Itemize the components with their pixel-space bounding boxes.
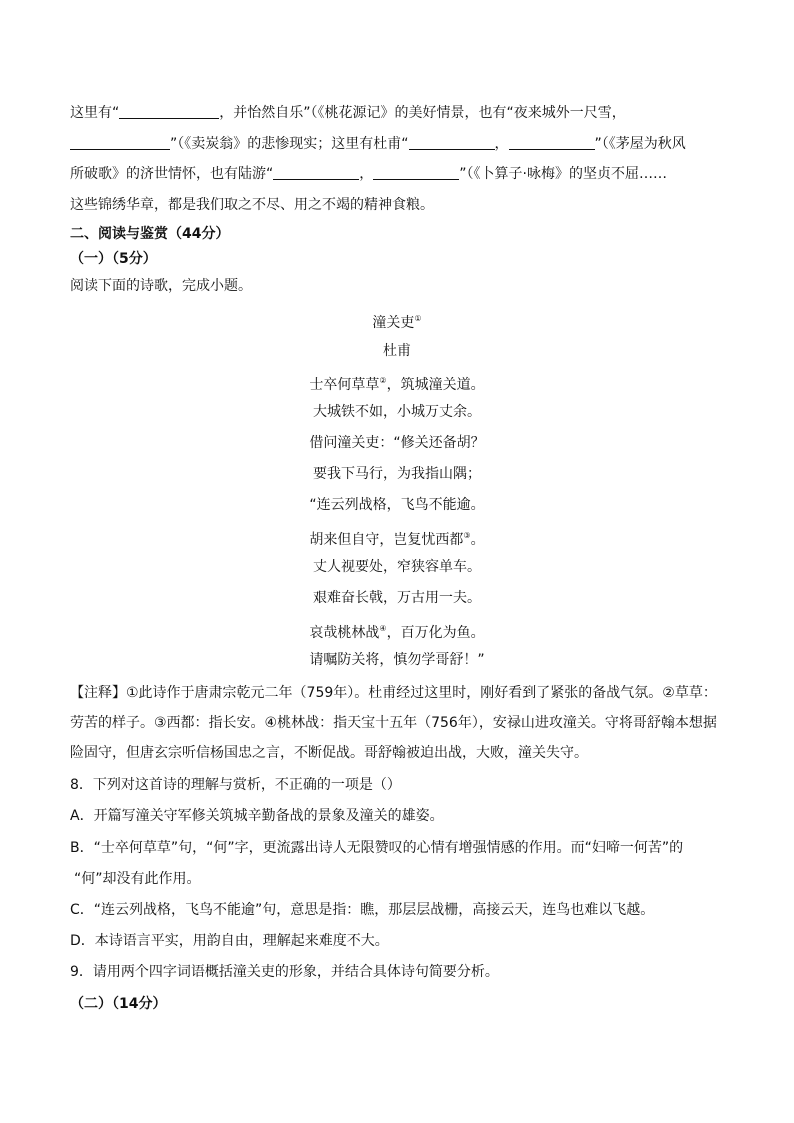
answer-blank-3[interactable] xyxy=(409,135,495,150)
answer-blank-6[interactable] xyxy=(373,165,459,180)
question-9-stem: 9．请用两个四字词语概括潼关吏的形象，并结合具体诗句简要分析。 xyxy=(70,964,499,980)
poem-line: 大城铁不如，小城万丈余。 xyxy=(313,404,481,420)
option-c[interactable]: C．“连云列战格，飞鸟不能逾”句，意思是指：瞧，那层层战栅，高接云天，连鸟也难以飞越。 xyxy=(70,902,655,918)
poem-line: 要我下马行，为我指山隅； xyxy=(313,466,481,482)
subsection-heading-2: （二）（14分） xyxy=(70,996,167,1012)
poem-title: 潼关吏① xyxy=(372,314,422,331)
answer-blank-1[interactable] xyxy=(119,104,219,119)
option-b[interactable]: B．“士卒何草草”句，“何”字，更流露出诗人无限赞叹的心情有增强情感的作用。而“妇啼一何苦”的 xyxy=(70,840,684,856)
fill-in-line-3: 所破歌》的济世情怀，也有陆游“ ， ”（《卜算子·咏梅》的坚贞不屈…… xyxy=(70,166,667,182)
answer-blank-2[interactable] xyxy=(70,135,170,150)
paragraph-closing: 这些锦绣华章，都是我们取之不尽、用之不竭的精神食粮。 xyxy=(70,197,434,213)
annotation-line-2: 劳苦的样子。③西都：指长安。④桃林战：指天宝十五年（756年），安禄山进攻潼关。守将哥舒翰本想据 xyxy=(70,715,717,731)
subsection-heading-1: （一）（5分） xyxy=(70,251,157,267)
section-heading: 二、阅读与鉴赏（44分） xyxy=(70,226,230,242)
reading-instruction: 阅读下面的诗歌，完成小题。 xyxy=(70,278,252,294)
option-a[interactable]: A．开篇写潼关守军修关筑城辛勤备战的景象及潼关的雄姿。 xyxy=(70,808,444,824)
poem-line: 艰难奋长戟，万古用一夫。 xyxy=(313,590,481,606)
question-8-stem: 8．下列对这首诗的理解与赏析，不正确的一项是（） xyxy=(70,777,401,793)
poem-line: 士卒何草草②，筑城潼关道。 xyxy=(309,376,485,393)
option-d[interactable]: D．本诗语言平实，用韵自由，理解起来难度不大。 xyxy=(70,933,389,949)
fill-in-line-1: 这里有“ ，并怡然自乐”（《桃花源记》的美好情景，也有“夜来城外一尺雪， xyxy=(70,105,626,121)
poem-line: 丈人视要处，窄狭容单车。 xyxy=(313,559,481,575)
annotation-line-3: 险固守，但唐玄宗听信杨国忠之言，不断促战。哥舒翰被迫出战，大败，潼关失守。 xyxy=(70,745,588,761)
option-b-continuation: “何”却没有此作用。 xyxy=(74,871,201,887)
poem-line: 借问潼关吏：“修关还备胡？ xyxy=(309,435,485,451)
poem-line: 请嘱防关将，慎勿学哥舒！” xyxy=(309,652,485,668)
poem-author: 杜甫 xyxy=(383,343,411,359)
answer-blank-4[interactable] xyxy=(509,135,595,150)
poem-line: 胡来但自守，岂复忧西都③。 xyxy=(309,531,485,548)
annotation-line-1: 【注释】①此诗作于唐肃宗乾元二年（759年）。杜甫经过这里时，刚好看到了紧张的备战气氛。②草草： xyxy=(70,685,717,701)
poem-line: “连云列战格，飞鸟不能逾。 xyxy=(309,497,485,513)
fill-in-line-2: ”（《卖炭翁》的悲惨现实；这里有杜甫“ ， ”（《茅屋为秋风 xyxy=(70,134,730,154)
answer-blank-5[interactable] xyxy=(273,165,359,180)
poem-line: 哀哉桃林战④，百万化为鱼。 xyxy=(309,624,485,641)
